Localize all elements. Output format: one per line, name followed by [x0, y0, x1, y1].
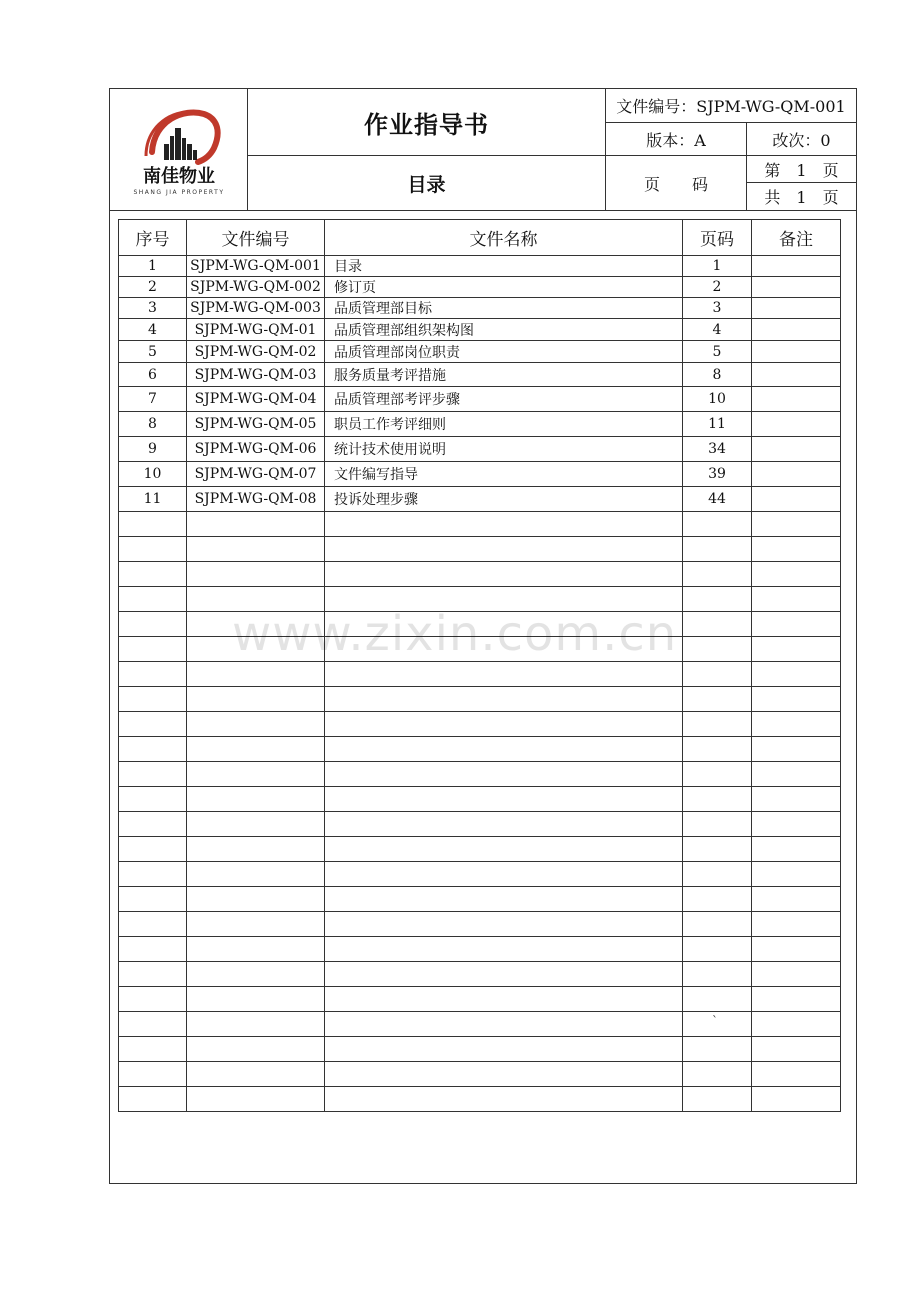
empty-cell [187, 887, 325, 912]
empty-cell [187, 737, 325, 762]
empty-cell [119, 962, 187, 987]
empty-cell [683, 537, 752, 562]
empty-cell [683, 762, 752, 787]
cell-note [752, 387, 841, 412]
empty-cell [187, 937, 325, 962]
empty-cell [683, 1037, 752, 1062]
cell-code: SJPM-WG-QM-02 [187, 341, 325, 363]
empty-cell [119, 1037, 187, 1062]
cell-no: 4 [119, 319, 187, 341]
cell-no: 3 [119, 298, 187, 319]
empty-cell [752, 737, 841, 762]
empty-cell [187, 587, 325, 612]
empty-cell [119, 1012, 187, 1037]
empty-cell [752, 687, 841, 712]
empty-cell [119, 612, 187, 637]
empty-cell [752, 887, 841, 912]
cell-code: SJPM-WG-QM-08 [187, 487, 325, 512]
empty-cell [325, 587, 683, 612]
page-label: 页 码 [643, 174, 708, 194]
empty-row [119, 662, 841, 687]
empty-row [119, 687, 841, 712]
empty-cell [683, 912, 752, 937]
cell-page: 5 [683, 341, 752, 363]
empty-row [119, 637, 841, 662]
revision: 改次：0 [772, 130, 831, 150]
cell-note [752, 487, 841, 512]
empty-cell [119, 787, 187, 812]
cell-page: 2 [683, 277, 752, 298]
cell-no: 9 [119, 437, 187, 462]
cell-name: 修订页 [325, 277, 683, 298]
table-row [119, 341, 841, 363]
cell-code: SJPM-WG-QM-06 [187, 437, 325, 462]
empty-cell [752, 937, 841, 962]
empty-cell [187, 687, 325, 712]
empty-cell [325, 537, 683, 562]
table-row [119, 387, 841, 412]
empty-cell [325, 962, 683, 987]
empty-cell [187, 812, 325, 837]
empty-cell [752, 1062, 841, 1087]
cell-note [752, 437, 841, 462]
cell-name: 品质管理部目标 [325, 298, 683, 319]
empty-row [119, 537, 841, 562]
empty-cell [187, 1012, 325, 1037]
empty-cell [119, 862, 187, 887]
empty-row [119, 812, 841, 837]
cell-code: SJPM-WG-QM-05 [187, 412, 325, 437]
empty-cell [683, 887, 752, 912]
cell-note [752, 363, 841, 387]
brand-cn: 南佳物业 [142, 165, 215, 187]
cell-note [752, 277, 841, 298]
empty-row [119, 712, 841, 737]
empty-cell [119, 712, 187, 737]
cell-page: 34 [683, 437, 752, 462]
table-header-row [119, 220, 841, 256]
empty-cell [752, 512, 841, 537]
empty-cell [119, 687, 187, 712]
cell-no: 10 [119, 462, 187, 487]
col-header-page: 页码 [683, 220, 752, 256]
empty-cell [325, 562, 683, 587]
empty-cell [752, 837, 841, 862]
table-row [119, 437, 841, 462]
empty-row [119, 912, 841, 937]
empty-cell [325, 837, 683, 862]
empty-row [119, 1012, 841, 1037]
empty-cell [752, 562, 841, 587]
cell-no: 6 [119, 363, 187, 387]
cell-name: 品质管理部岗位职责 [325, 341, 683, 363]
empty-cell [752, 712, 841, 737]
empty-cell [325, 637, 683, 662]
empty-cell [752, 537, 841, 562]
cell-name: 统计技术使用说明 [325, 437, 683, 462]
empty-row [119, 737, 841, 762]
logo-cell [110, 89, 247, 210]
col-header-name: 文件名称 [325, 220, 683, 256]
empty-row [119, 887, 841, 912]
empty-cell [325, 862, 683, 887]
empty-cell [325, 1012, 683, 1037]
page-total: 共 1 页 [764, 188, 839, 207]
empty-cell [119, 537, 187, 562]
empty-row [119, 837, 841, 862]
table-row [119, 412, 841, 437]
empty-cell [683, 562, 752, 587]
empty-cell [187, 987, 325, 1012]
empty-cell [187, 562, 325, 587]
empty-cell [187, 712, 325, 737]
empty-cell [187, 1087, 325, 1112]
cell-code: SJPM-WG-QM-04 [187, 387, 325, 412]
table-row [119, 277, 841, 298]
cell-no: 11 [119, 487, 187, 512]
empty-cell [119, 562, 187, 587]
cell-no: 8 [119, 412, 187, 437]
empty-cell [119, 887, 187, 912]
cell-name: 服务质量考评措施 [325, 363, 683, 387]
empty-cell [325, 737, 683, 762]
cell-code: SJPM-WG-QM-01 [187, 319, 325, 341]
empty-cell [325, 1087, 683, 1112]
empty-cell [325, 1062, 683, 1087]
watermark: www.zixin.com.cn [232, 606, 678, 662]
empty-cell [683, 612, 752, 637]
empty-row [119, 587, 841, 612]
empty-cell [325, 762, 683, 787]
cell-page: 10 [683, 387, 752, 412]
empty-row [119, 562, 841, 587]
table-row [119, 319, 841, 341]
empty-cell [683, 512, 752, 537]
empty-cell [752, 787, 841, 812]
cell-code: SJPM-WG-QM-003 [187, 298, 325, 319]
empty-cell [752, 1087, 841, 1112]
empty-cell [752, 1012, 841, 1037]
cell-page: 1 [683, 256, 752, 277]
empty-cell [187, 837, 325, 862]
empty-cell [187, 612, 325, 637]
cell-no: 5 [119, 341, 187, 363]
table-row [119, 363, 841, 387]
empty-row [119, 862, 841, 887]
cell-code: SJPM-WG-QM-07 [187, 462, 325, 487]
empty-cell [325, 687, 683, 712]
empty-cell [187, 762, 325, 787]
empty-cell [683, 862, 752, 887]
empty-cell [187, 512, 325, 537]
col-header-code: 文件编号 [187, 220, 325, 256]
cell-no: 2 [119, 277, 187, 298]
empty-row [119, 787, 841, 812]
empty-cell [119, 837, 187, 862]
empty-cell [187, 862, 325, 887]
empty-cell [752, 662, 841, 687]
empty-row [119, 987, 841, 1012]
nanjia-property-logo-icon [124, 100, 234, 200]
empty-cell [119, 737, 187, 762]
section-title: 目录 [407, 173, 446, 196]
cell-note [752, 256, 841, 277]
cell-name: 职员工作考评细则 [325, 412, 683, 437]
cell-note [752, 341, 841, 363]
empty-cell [119, 587, 187, 612]
empty-row [119, 962, 841, 987]
empty-cell [683, 712, 752, 737]
cell-note [752, 319, 841, 341]
table-row [119, 298, 841, 319]
empty-cell [683, 962, 752, 987]
cell-name: 品质管理部组织架构图 [325, 319, 683, 341]
cell-name: 目录 [325, 256, 683, 277]
empty-cell [119, 937, 187, 962]
empty-cell [752, 987, 841, 1012]
cell-no: 1 [119, 256, 187, 277]
empty-cell [683, 1087, 752, 1112]
toc-table [118, 219, 841, 1112]
empty-cell [752, 812, 841, 837]
stray-mark: ` [712, 1014, 718, 1028]
empty-row [119, 1037, 841, 1062]
cell-page: 11 [683, 412, 752, 437]
empty-row [119, 762, 841, 787]
empty-cell [325, 987, 683, 1012]
document-header [110, 89, 856, 211]
cell-note [752, 412, 841, 437]
empty-cell [752, 587, 841, 612]
empty-cell [752, 762, 841, 787]
empty-cell [325, 1037, 683, 1062]
empty-cell [752, 637, 841, 662]
cell-page: 44 [683, 487, 752, 512]
cell-code: SJPM-WG-QM-002 [187, 277, 325, 298]
cell-note [752, 298, 841, 319]
cell-code: SJPM-WG-QM-001 [187, 256, 325, 277]
table-row [119, 462, 841, 487]
empty-cell [683, 1062, 752, 1087]
empty-cell [119, 637, 187, 662]
empty-cell [325, 912, 683, 937]
empty-cell [187, 1062, 325, 1087]
empty-cell [683, 812, 752, 837]
empty-cell [187, 637, 325, 662]
empty-cell [683, 687, 752, 712]
empty-cell [325, 887, 683, 912]
table-row [119, 487, 841, 512]
col-header-no: 序号 [119, 220, 187, 256]
col-header-note: 备注 [752, 220, 841, 256]
empty-cell [119, 512, 187, 537]
empty-cell [119, 762, 187, 787]
empty-cell [752, 962, 841, 987]
empty-row [119, 1062, 841, 1087]
empty-cell [187, 912, 325, 937]
empty-cell [187, 787, 325, 812]
empty-cell [325, 512, 683, 537]
empty-cell [683, 937, 752, 962]
empty-cell [119, 1087, 187, 1112]
empty-cell [187, 537, 325, 562]
cell-name: 品质管理部考评步骤 [325, 387, 683, 412]
cell-page: 39 [683, 462, 752, 487]
empty-cell [325, 612, 683, 637]
cell-code: SJPM-WG-QM-03 [187, 363, 325, 387]
doc-type-title: 作业指导书 [364, 110, 489, 139]
table-row [119, 256, 841, 277]
empty-cell [683, 837, 752, 862]
empty-cell [683, 662, 752, 687]
empty-cell [119, 1062, 187, 1087]
empty-cell [752, 862, 841, 887]
empty-cell [325, 662, 683, 687]
empty-cell [325, 937, 683, 962]
empty-cell [119, 662, 187, 687]
empty-cell [187, 1037, 325, 1062]
empty-cell [683, 737, 752, 762]
empty-row [119, 612, 841, 637]
empty-cell [752, 612, 841, 637]
empty-cell [325, 812, 683, 837]
cell-name: 文件编写指导 [325, 462, 683, 487]
page-current: 第 1 页 [764, 160, 839, 180]
version: 版本：A [646, 130, 706, 150]
empty-row [119, 512, 841, 537]
empty-cell [187, 962, 325, 987]
doc-number: 文件编号：SJPM-WG-QM-001 [616, 97, 846, 116]
empty-cell [187, 662, 325, 687]
empty-cell [325, 787, 683, 812]
cell-note [752, 462, 841, 487]
cell-page: 3 [683, 298, 752, 319]
brand-en: SHANG JIA PROPERTY [132, 188, 225, 196]
empty-row [119, 937, 841, 962]
cell-name: 投诉处理步骤 [325, 487, 683, 512]
cell-no: 7 [119, 387, 187, 412]
empty-cell [683, 587, 752, 612]
empty-row [119, 1087, 841, 1112]
empty-cell [752, 912, 841, 937]
cell-page: 4 [683, 319, 752, 341]
empty-cell [683, 987, 752, 1012]
empty-cell [683, 787, 752, 812]
empty-cell [119, 987, 187, 1012]
empty-cell [325, 712, 683, 737]
empty-cell [119, 812, 187, 837]
empty-cell [119, 912, 187, 937]
cell-page: 8 [683, 363, 752, 387]
empty-cell [752, 1037, 841, 1062]
empty-cell [683, 637, 752, 662]
